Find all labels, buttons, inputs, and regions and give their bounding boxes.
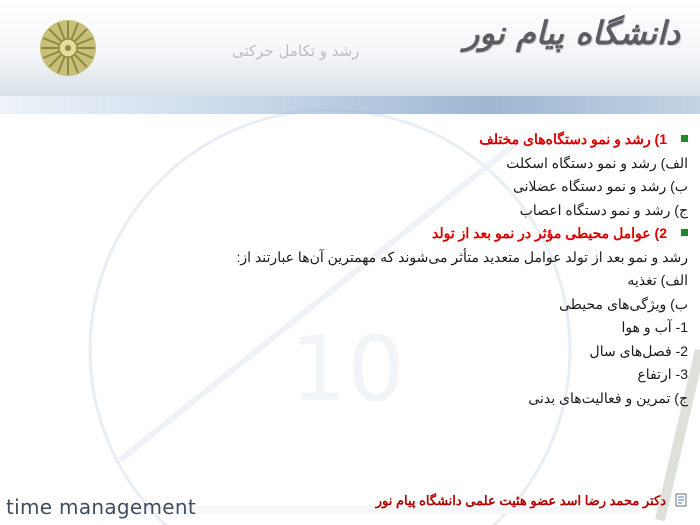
list-item: رشد و نمو بعد از تولد عوامل متعدید متأثر می‌شوند که مهمترین آن‌ها عبارتند از: [236,248,688,265]
section-heading: 2) عوامل محیطی مؤثر در نمو بعد از تولد [28,222,688,246]
slide-subtitle: رشد و تکامل حرکتی [232,42,360,60]
footer-time-management: time management [6,495,197,519]
list-item: 2- فصل‌های سال [589,342,688,359]
bullet-icon [681,135,688,142]
author-role: عضو هئیت علمی دانشگاه پیام نور [375,493,557,508]
section-heading: 1) رشد و نمو دستگاه‌های مختلف [28,128,688,152]
document-icon[interactable] [674,493,688,507]
svg-text:10: 10 [290,317,405,422]
list-item: الف) تغذیه [627,272,688,288]
university-logo-icon [38,18,98,78]
slide-body [28,128,688,410]
author-name: دکتر محمد رضا اسد [559,493,666,508]
list-item: ب) رشد و نمو دستگاه عضلانی [512,178,688,194]
bullet-icon [681,229,688,236]
list-item: ب) ویژگی‌های محیطی [559,295,688,312]
list-item: 1- آب و هوا [621,319,688,335]
footer-author [376,493,666,509]
slide-header [0,0,700,100]
university-brand: دانشگاه پیام نور [463,14,680,52]
list-item: 3- ارتفاع [637,366,688,382]
list-item: ج) تمرین و فعالیت‌های بدنی [528,389,688,406]
list-item: الف) رشد و نمو دستگاه اسکلت [506,154,688,171]
list-item: ج) رشد و نمو دستگاه اعصاب [519,201,688,218]
